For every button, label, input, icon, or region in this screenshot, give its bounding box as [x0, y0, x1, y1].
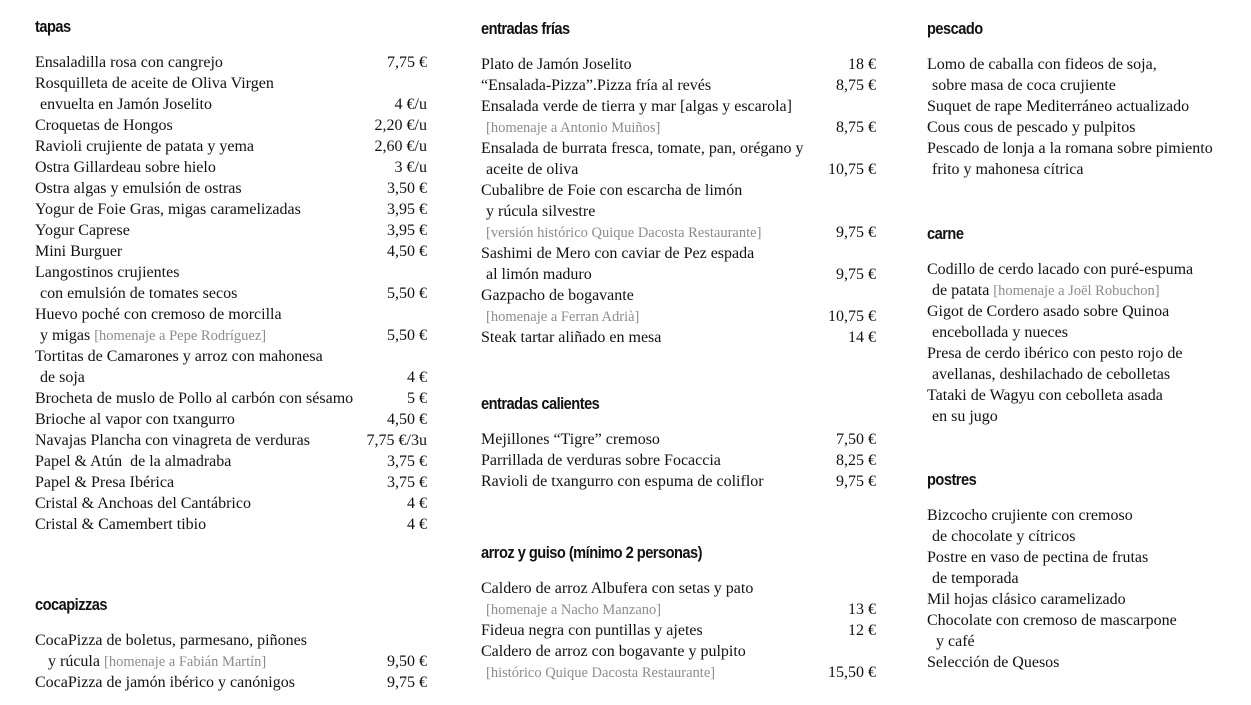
item-text: Selección de Quesos: [927, 654, 1060, 671]
item-price: 9,75 €: [387, 674, 427, 691]
item-list: [927, 259, 1251, 427]
item-text: Langostinos crujientes: [35, 264, 180, 281]
item-price: 8,75 €: [836, 77, 876, 94]
item-price: 3,50 €: [387, 180, 427, 197]
item-name-continued: [927, 406, 1251, 427]
item-name: [481, 471, 876, 492]
item-list: [481, 429, 876, 492]
homage-note: [homenaje a Ferran Adrià]: [486, 309, 640, 325]
item-name: [35, 220, 427, 241]
item-price: 9,50 €: [387, 653, 427, 670]
item-name-continued: [35, 94, 427, 115]
menu-item: [35, 136, 427, 157]
item-text: Ravioli crujiente de patata y yema: [35, 138, 255, 155]
item-price: 9,75 €: [836, 473, 876, 490]
item-name: [481, 620, 876, 641]
item-price: 3,95 €: [387, 222, 427, 239]
item-text: con emulsión de tomates secos: [40, 285, 238, 302]
item-text: Tortitas de Camarones y arroz con mahonesa: [35, 348, 323, 365]
menu-item: [481, 285, 876, 327]
item-text: Papel & Presa Ibérica: [35, 474, 175, 491]
item-name-continued: [35, 283, 427, 304]
menu-item: [481, 327, 876, 348]
item-name: [35, 672, 427, 693]
item-name: [927, 54, 1251, 75]
item-text: Parrillada de verduras sobre Focaccia: [481, 452, 721, 469]
item-text: Lomo de caballa con fideos de soja,: [927, 56, 1157, 73]
menu-item: [35, 430, 427, 451]
menu-item: [35, 451, 427, 472]
item-price: 14 €: [848, 329, 876, 346]
item-price: 4 €/u: [394, 96, 427, 113]
item-name: [35, 493, 427, 514]
item-name: [35, 346, 427, 367]
item-price: 2,20 €/u: [374, 117, 427, 134]
menu-item: [927, 138, 1251, 180]
menu-item: [927, 652, 1251, 673]
item-name: [481, 327, 876, 348]
section-title: cocapizzas: [35, 595, 108, 614]
item-list: [927, 54, 1251, 180]
item-name-continued: [481, 159, 876, 180]
menu-item: [35, 672, 427, 693]
item-name: [35, 388, 427, 409]
item-name: [35, 630, 427, 651]
item-list: [481, 54, 876, 348]
item-text: Huevo poché con cremoso de morcilla: [35, 306, 282, 323]
menu-item: [927, 96, 1251, 117]
item-name: [35, 178, 427, 199]
item-name-continued: [35, 651, 427, 672]
item-price: 4 €: [407, 495, 427, 512]
item-name: [481, 450, 876, 471]
item-text: Cous cous de pescado y pulpitos: [927, 119, 1136, 136]
item-price: 3,95 €: [387, 201, 427, 218]
homage-note: [homenaje a Joël Robuchon]: [993, 283, 1160, 299]
item-name-continued: [927, 568, 1251, 589]
homage-note: [versión histórico Quique Dacosta Restaurante]: [486, 225, 762, 241]
section-title: pescado: [927, 19, 983, 38]
item-text: y migas: [40, 327, 95, 344]
item-name: [481, 641, 876, 662]
menu-item: [35, 241, 427, 262]
section-title: carne: [927, 224, 964, 243]
menu-item: [481, 54, 876, 75]
item-text: Ravioli de txangurro con espuma de coliflor: [481, 473, 764, 490]
item-text: Ensalada de burrata fresca, tomate, pan, orégano y: [481, 140, 804, 157]
item-price: 7,50 €: [836, 431, 876, 448]
item-name-continued: [927, 322, 1251, 343]
homage-note: [homenaje a Pepe Rodríguez]: [94, 328, 267, 344]
item-text: Papel & Atún de la almadraba: [35, 453, 232, 470]
item-name: [35, 73, 427, 94]
item-name-continued: [927, 631, 1251, 652]
item-price: 7,75 €: [387, 54, 427, 71]
item-price: 5,50 €: [387, 285, 427, 302]
item-text: Ensaladilla rosa con cangrejo: [35, 54, 223, 71]
item-name-continued: [927, 364, 1251, 385]
item-price: 9,75 €: [836, 266, 876, 283]
item-text: Cubalibre de Foie con escarcha de limón: [481, 182, 743, 199]
item-name: [481, 243, 876, 264]
item-price: 5,50 €: [387, 327, 427, 344]
item-list: [35, 630, 427, 693]
menu-item: [481, 75, 876, 96]
menu-item: [35, 157, 427, 178]
menu-item: [35, 115, 427, 136]
menu-item: [927, 54, 1251, 96]
item-price: 18 €: [848, 56, 876, 73]
item-text: envuelta en Jamón Joselito: [40, 96, 212, 113]
item-name: [481, 429, 876, 450]
item-text: Gigot de Cordero asado sobre Quinoa: [927, 303, 1170, 320]
item-name: [35, 304, 427, 325]
item-text: Cristal & Anchoas del Cantábrico: [35, 495, 251, 512]
section-title: entradas calientes: [481, 394, 600, 413]
homage-note: [homenaje a Nacho Manzano]: [486, 602, 662, 618]
item-text: sobre masa de coca crujiente: [932, 77, 1116, 94]
item-name: [35, 199, 427, 220]
section-title: entradas frías: [481, 19, 570, 38]
menu-item: [481, 620, 876, 641]
menu-item: [35, 409, 427, 430]
item-name: [927, 259, 1251, 280]
menu-item: [35, 472, 427, 493]
item-text: CocaPizza de jamón ibérico y canónigos: [35, 674, 295, 691]
menu-item: [481, 641, 876, 683]
item-text: Mil hojas clásico caramelizado: [927, 591, 1126, 608]
menu-item: [35, 514, 427, 535]
menu-item: [927, 385, 1251, 427]
item-name: [481, 578, 876, 599]
menu-item: [481, 578, 876, 620]
menu-item: [35, 304, 427, 346]
item-text: Navajas Plancha con vinagreta de verduras: [35, 432, 310, 449]
item-text: Yogur de Foie Gras, migas caramelizadas: [35, 201, 301, 218]
item-text: Croquetas de Hongos: [35, 117, 173, 134]
item-name: [481, 138, 876, 159]
item-price: 8,75 €: [836, 119, 876, 136]
item-text: Cristal & Camembert tibio: [35, 516, 207, 533]
item-text: Plato de Jamón Joselito: [481, 56, 632, 73]
item-name-continued: [481, 117, 876, 138]
item-price: 5 €: [407, 390, 427, 407]
item-text: Brocheta de muslo de Pollo al carbón con sésamo: [35, 390, 354, 407]
item-price: 3 €/u: [394, 159, 427, 176]
section-postres: [927, 469, 1251, 673]
item-text: y rúcula: [40, 653, 104, 670]
menu-item: [481, 471, 876, 492]
item-price: 3,75 €: [387, 474, 427, 491]
item-name-continued: [481, 264, 876, 285]
item-price: 4,50 €: [387, 243, 427, 260]
item-price: 9,75 €: [836, 224, 876, 241]
menu-item: [927, 547, 1251, 589]
item-text: Steak tartar aliñado en mesa: [481, 329, 662, 346]
item-name: [481, 75, 876, 96]
menu-item: [35, 346, 427, 388]
item-text: aceite de oliva: [486, 161, 579, 178]
item-text: Mini Burguer: [35, 243, 123, 260]
item-name: [35, 115, 427, 136]
menu-item: [35, 220, 427, 241]
item-name: [35, 409, 427, 430]
section-cocapizzas: [35, 594, 427, 693]
homage-note: [homenaje a Antonio Muiños]: [486, 120, 661, 136]
item-name: [927, 301, 1251, 322]
item-price: 10,75 €: [828, 161, 876, 178]
item-price: 15,50 €: [828, 664, 876, 681]
item-text: frito y mahonesa cítrica: [932, 161, 1084, 178]
section-title: postres: [927, 470, 977, 489]
item-text: y café: [932, 633, 975, 650]
item-name-continued: [481, 662, 876, 683]
section-title: arroz y guiso (mínimo 2 personas): [481, 543, 703, 562]
menu-item: [35, 52, 427, 73]
item-text: Tataki de Wagyu con cebolleta asada: [927, 387, 1163, 404]
item-price: 7,75 €/3u: [366, 432, 427, 449]
item-name-continued: [927, 75, 1251, 96]
menu-item: [481, 450, 876, 471]
item-text: de temporada: [932, 570, 1019, 587]
item-name: [481, 96, 876, 117]
item-text: CocaPizza de boletus, parmesano, piñones: [35, 632, 307, 649]
item-text: en su jugo: [932, 408, 998, 425]
item-price: 2,60 €/u: [374, 138, 427, 155]
item-text: Chocolate con cremoso de mascarpone: [927, 612, 1177, 629]
item-text: avellanas, deshilachado de cebolletas: [932, 366, 1171, 383]
item-name-continued: [481, 201, 876, 222]
item-text: Yogur Caprese: [35, 222, 130, 239]
homage-note: [histórico Quique Dacosta Restaurante]: [486, 665, 716, 681]
item-text: Postre en vaso de pectina de frutas: [927, 549, 1149, 566]
item-name: [35, 472, 427, 493]
item-price: 4 €: [407, 516, 427, 533]
menu-item: [927, 301, 1251, 343]
item-price: 10,75 €: [828, 308, 876, 325]
menu-item: [481, 96, 876, 138]
item-text: Presa de cerdo ibérico con pesto rojo de: [927, 345, 1183, 362]
item-name: [481, 180, 876, 201]
item-text: Ostra algas y emulsión de ostras: [35, 180, 242, 197]
item-text: de patata: [932, 282, 994, 299]
menu-item: [35, 630, 427, 672]
menu-item: [35, 199, 427, 220]
item-text: Codillo de cerdo lacado con puré-espuma: [927, 261, 1194, 278]
item-name: [927, 505, 1251, 526]
item-text: Fideua negra con puntillas y ajetes: [481, 622, 703, 639]
item-name-continued: [481, 222, 876, 243]
item-name-continued: [35, 367, 427, 388]
item-name: [927, 547, 1251, 568]
menu-item: [927, 610, 1251, 652]
menu-item: [927, 343, 1251, 385]
item-name: [927, 96, 1251, 117]
item-text: al limón maduro: [486, 266, 592, 283]
item-name-continued: [927, 526, 1251, 547]
item-price: 3,75 €: [387, 453, 427, 470]
item-name: [35, 52, 427, 73]
item-name-continued: [35, 325, 427, 346]
item-list: [481, 578, 876, 683]
item-text: Suquet de rape Mediterráneo actualizado: [927, 98, 1190, 115]
item-name: [481, 285, 876, 306]
item-text: y rúcula silvestre: [486, 203, 596, 220]
item-text: Mejillones “Tigre” cremoso: [481, 431, 660, 448]
item-name-continued: [927, 159, 1251, 180]
item-text: encebollada y nueces: [932, 324, 1068, 341]
menu-item: [35, 493, 427, 514]
item-text: Rosquilleta de aceite de Oliva Virgen: [35, 75, 274, 92]
item-text: Brioche al vapor con txangurro: [35, 411, 235, 428]
item-name: [35, 262, 427, 283]
item-list: [35, 52, 427, 535]
item-name-continued: [481, 599, 876, 620]
section-title: tapas: [35, 17, 71, 36]
item-name: [35, 451, 427, 472]
section-carne: [927, 223, 1251, 427]
menu-item: [927, 117, 1251, 138]
item-text: Sashimi de Mero con caviar de Pez espada: [481, 245, 755, 262]
item-text: Caldero de arroz con bogavante y pulpito: [481, 643, 746, 660]
item-text: Ostra Gillardeau sobre hielo: [35, 159, 216, 176]
menu-item: [481, 180, 876, 243]
item-name-continued: [481, 306, 876, 327]
item-text: Gazpacho de bogavante: [481, 287, 634, 304]
item-name: [35, 241, 427, 262]
item-name: [35, 514, 427, 535]
menu-item: [35, 73, 427, 115]
item-name: [927, 343, 1251, 364]
item-name: [927, 652, 1251, 673]
item-name: [927, 610, 1251, 631]
item-text: Pescado de lonja a la romana sobre pimiento: [927, 140, 1213, 157]
menu-item: [481, 429, 876, 450]
item-price: 12 €: [848, 622, 876, 639]
item-text: de chocolate y cítricos: [932, 528, 1076, 545]
item-name: [927, 117, 1251, 138]
item-price: 4,50 €: [387, 411, 427, 428]
item-name: [927, 385, 1251, 406]
section-entradas-calientes: [481, 393, 876, 492]
section-entradas-frias: [481, 18, 876, 348]
menu-item: [927, 589, 1251, 610]
item-name: [927, 138, 1251, 159]
section-pescado: [927, 18, 1251, 180]
item-text: Bizcocho crujiente con cremoso: [927, 507, 1133, 524]
item-text: Caldero de arroz Albufera con setas y pato: [481, 580, 754, 597]
menu-item: [481, 138, 876, 180]
menu-item: [35, 388, 427, 409]
item-text: “Ensalada-Pizza”.Pizza fría al revés: [481, 77, 712, 94]
item-name: [35, 157, 427, 178]
menu-item: [927, 505, 1251, 547]
item-list: [927, 505, 1251, 673]
section-tapas: [35, 16, 427, 535]
item-price: 4 €: [407, 369, 427, 386]
item-name-continued: [927, 280, 1251, 301]
section-arroz-y-guiso: [481, 542, 876, 683]
homage-note: [homenaje a Fabián Martín]: [103, 654, 267, 670]
item-price: 13 €: [848, 601, 876, 618]
item-price: 8,25 €: [836, 452, 876, 469]
menu-item: [481, 243, 876, 285]
menu-item: [35, 178, 427, 199]
menu-item: [927, 259, 1251, 301]
menu-item: [35, 262, 427, 304]
item-name: [481, 54, 876, 75]
item-text: Ensalada verde de tierra y mar [algas y escarola]: [481, 98, 792, 115]
item-name: [927, 589, 1251, 610]
item-text: de soja: [40, 369, 85, 386]
item-name: [35, 136, 427, 157]
